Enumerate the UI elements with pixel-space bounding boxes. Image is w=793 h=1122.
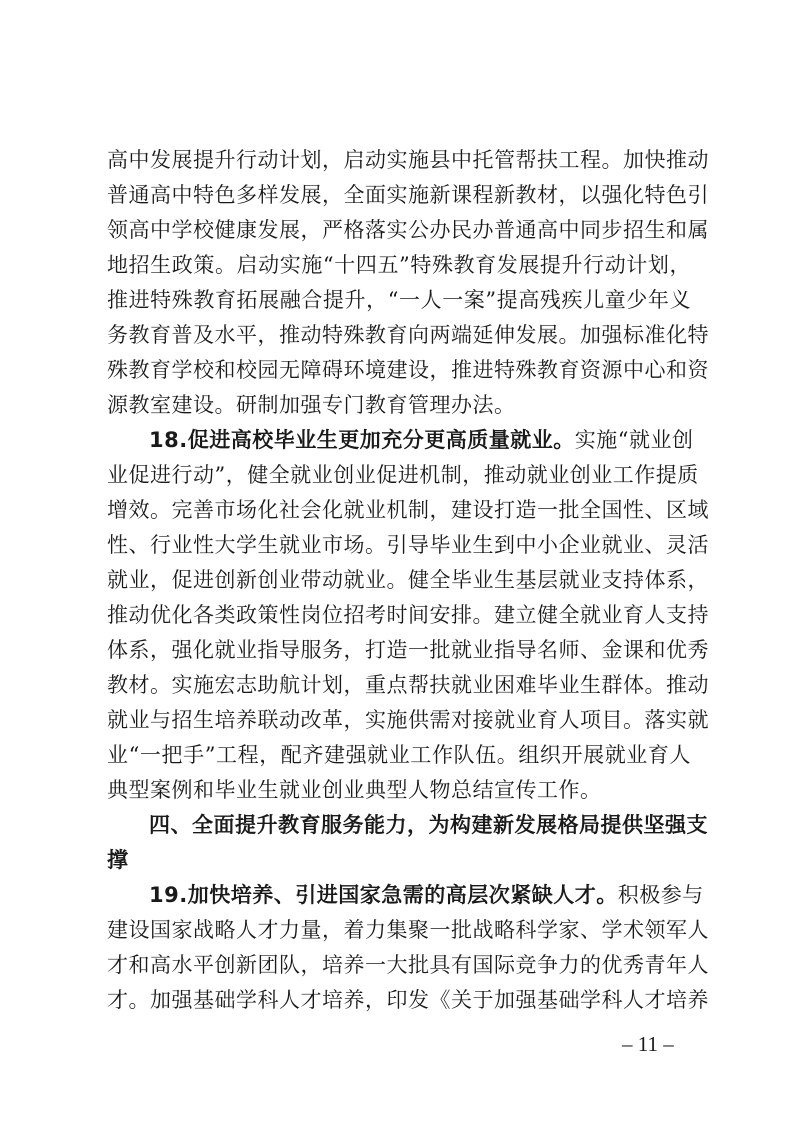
body-line: 典型案例和毕业生就业创业典型人物总结宣传工作。 — [107, 778, 602, 802]
body-line: 殊教育学校和校园无障碍环境建设，推进特殊教育资源中心和资 — [107, 358, 709, 382]
chapter-4-heading-line — [149, 808, 708, 842]
body-line: 推动优化各类政策性岗位招考时间安排。建立健全就业育人支持 — [107, 603, 709, 627]
body-line: 普通高中特色多样发展，全面实施新课程新教材，以强化特色引 — [107, 183, 709, 207]
chapter-4-heading-continued: 撑 — [107, 848, 129, 872]
body-line: 才和高水平创新团队，培养一大批具有国际竞争力的优秀青年人 — [107, 953, 709, 977]
body-line: 性、行业性大学生就业市场。引导毕业生到中小企业就业、灵活 — [107, 533, 709, 557]
section-18-heading-line: 18.促进高校毕业生更加充分更高质量就业。实施“就业创 — [149, 428, 694, 452]
body-line: 源教室建设。研制加强专门教育管理办法。 — [107, 393, 516, 417]
body-line: 业促进行动”，健全就业创业促进机制，推动就业创业工作提质 — [107, 463, 699, 487]
body-line: 就业，促进创新创业带动就业。健全毕业生基层就业支持体系， — [107, 568, 709, 592]
body-line: 推进特殊教育拓展融合提升，“一人一案”提高残疾儿童少年义 — [107, 288, 691, 312]
body-line: 才。加强基础学科人才培养，印发《关于加强基础学科人才培养 — [107, 988, 709, 1012]
section-19-heading-line: 19.加快培养、引进国家急需的高层次紧缺人才。积极参与 — [149, 883, 704, 907]
body-line: 地招生政策。启动实施“十四五”特殊教育发展提升行动计划， — [107, 253, 691, 277]
body-line: 领高中学校健康发展，严格落实公办民办普通高中同步招生和属 — [107, 218, 709, 242]
chapter-4-heading-line — [107, 843, 691, 877]
body-line: 建设国家战略人才力量，着力集聚一批战略科学家、学术领军人 — [107, 918, 709, 942]
body-line: 业“一把手”工程，配齐建强就业工作队伍。组织开展就业育人 — [107, 743, 691, 767]
section-19-heading: 19.加快培养、引进国家急需的高层次紧缺人才。 — [149, 883, 618, 907]
page-number: – 11 – — [622, 1032, 674, 1056]
body-line: 务教育普及水平，推动特殊教育向两端延伸发展。加强标准化特 — [107, 323, 709, 347]
section-18-heading: 18.促进高校毕业生更加充分更高质量就业。 — [149, 428, 575, 452]
body-line: 就业与招生培养联动改革，实施供需对接就业育人项目。落实就 — [107, 708, 709, 732]
body-line: 体系，强化就业指导服务，打造一批就业指导名师、金课和优秀 — [107, 638, 709, 662]
body-line: 增效。完善市场化社会化就业机制，建设打造一批全国性、区域 — [107, 498, 709, 522]
body-line: 高中发展提升行动计划，启动实施县中托管帮扶工程。加快推动 — [107, 148, 709, 172]
body-line: 教材。实施宏志助航计划，重点帮扶就业困难毕业生群体。推动 — [107, 673, 709, 697]
chapter-4-heading: 四、全面提升教育服务能力，为构建新发展格局提供坚强支 — [149, 813, 708, 837]
